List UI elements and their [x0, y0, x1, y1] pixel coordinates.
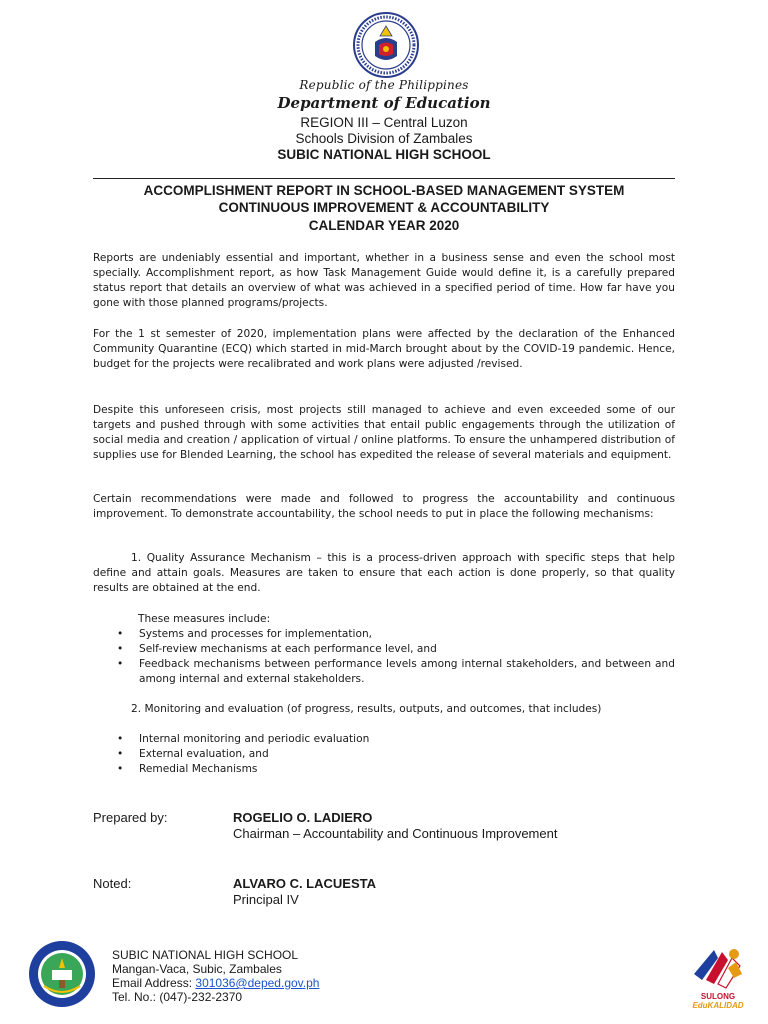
- prepared-by-role: Chairman – Accountability and Continuous Improvement: [233, 826, 558, 841]
- paragraph-crisis: Despite this unforeseen crisis, most projects still managed to achieve and even exceeded some of our targets and pushed through with some activities that entail public engagements through the utilization of social media and creation / application of virtual / online platforms. To ensure the unhampered distribution of supplies use for Blended Learning, the school has expedited the release of several materials and equipment.: [93, 404, 675, 461]
- monitoring-list: [93, 732, 675, 777]
- sulong-edukalidad-text: SULONG EduKALIDAD: [692, 992, 744, 1010]
- division-line: Schools Division of Zambales: [295, 131, 473, 146]
- list-item: • Systems and processes for implementation,: [117, 628, 373, 640]
- list-item: • Remedial Mechanisms: [117, 763, 258, 775]
- list-item: • External evaluation, and: [117, 748, 269, 760]
- paragraph-recommendations: Certain recommendations were made and followed to progress the accountability and continuous improvement. To demonstrate accountability, the school needs to put in place the following mechanisms:: [93, 493, 675, 520]
- sulong-edukalidad-logo-icon: [688, 944, 748, 990]
- bullet-icon: •: [117, 733, 124, 745]
- paragraph-quality-assurance: 1. Quality Assurance Mechanism – this is a process-driven approach with specific steps that help define and attain goals. Measures are taken to ensure that each action is done properly, so that quality results are obtained at the end.: [93, 552, 675, 594]
- footer-email-row: [112, 976, 319, 990]
- footer-email-label: Email Address:: [112, 976, 193, 990]
- report-title-line-2: CONTINUOUS IMPROVEMENT & ACCOUNTABILITY: [218, 200, 550, 215]
- bullet-icon: •: [117, 628, 124, 640]
- footer-telephone: Tel. No.: (047)-232-2370: [112, 990, 243, 1004]
- bullet-icon: •: [117, 658, 124, 670]
- prepared-by-label: Prepared by:: [93, 810, 168, 825]
- list-item: • Feedback mechanisms between performance levels among internal stakeholders, and between and among internal and external stakeholders.: [117, 658, 675, 685]
- footer-address: Mangan-Vaca, Subic, Zambales: [112, 962, 282, 976]
- footer-school: SUBIC NATIONAL HIGH SCHOOL: [112, 948, 299, 962]
- bullet-icon: •: [117, 643, 124, 655]
- list-item: • Internal monitoring and periodic evaluation: [117, 733, 370, 745]
- deped-seal-icon: [353, 12, 419, 78]
- noted-label: Noted:: [93, 876, 132, 891]
- bullet-icon: •: [117, 748, 124, 760]
- bullet-icon: •: [117, 763, 124, 775]
- paragraph-monitoring: 2. Monitoring and evaluation (of progress, results, outputs, and outcomes, that includes): [131, 703, 602, 715]
- school-name: SUBIC NATIONAL HIGH SCHOOL: [277, 147, 491, 162]
- region-line: REGION III – Central Luzon: [300, 115, 468, 130]
- department-line: Department of Education: [277, 94, 491, 112]
- report-title-line-3: CALENDAR YEAR 2020: [308, 218, 460, 233]
- paragraph-ecq: For the 1 st semester of 2020, implementation plans were affected by the declaration of the Enhanced Community Quarantine (ECQ) which started in mid-March brought about by the COVID-19 pandemic. Hence, budget for the projects were recalibrated and work plans were adjusted /revised.: [93, 328, 675, 370]
- list-item: • Self-review mechanisms at each performance level, and: [117, 643, 437, 655]
- noted-name: ALVARO C. LACUESTA: [233, 876, 376, 891]
- measures-intro: These measures include:: [138, 613, 271, 625]
- report-title-line-1: ACCOMPLISHMENT REPORT IN SCHOOL-BASED MANAGEMENT SYSTEM: [143, 183, 625, 198]
- footer-email-link[interactable]: 301036@deped.gov.ph: [195, 976, 320, 990]
- paragraph-intro: Reports are undeniably essential and important, whether in a business sense and even the school most specially. Accomplishment report, as how Task Management Guide would define it, is a carefully prepared status report that details an overview of what was achieved in a specified period of time. How far have you gone with those planned programs/projects.: [93, 252, 675, 309]
- prepared-by-name: ROGELIO O. LADIERO: [233, 810, 373, 825]
- school-seal-icon: [28, 940, 96, 1008]
- noted-role: Principal IV: [233, 892, 299, 907]
- measures-list: [93, 627, 675, 687]
- header-divider: [93, 178, 675, 179]
- republic-line: Republic of the Philippines: [299, 78, 469, 92]
